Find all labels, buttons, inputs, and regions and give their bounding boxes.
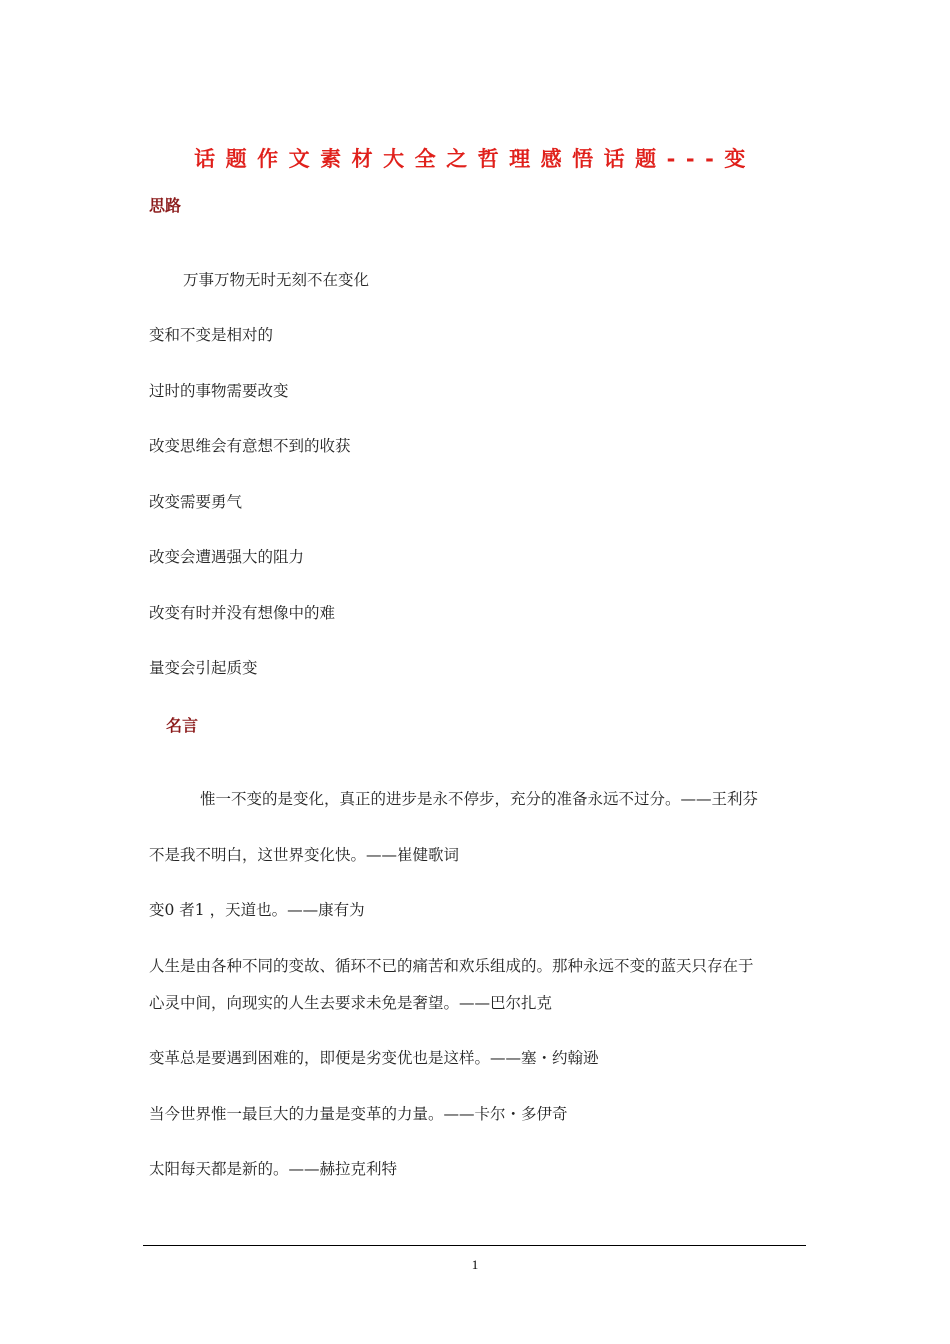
quote-item: 太阳每天都是新的。——赫拉克利特 — [149, 1160, 398, 1178]
silu-item: 量变会引起质变 — [149, 659, 258, 677]
silu-item: 改变会遭遇强大的阻力 — [149, 548, 305, 566]
silu-item: 改变有时并没有想像中的难 — [149, 604, 336, 622]
section-heading-silu: 思路 — [149, 196, 182, 215]
footer-divider — [143, 1245, 806, 1246]
silu-item: 改变思维会有意想不到的收获 — [149, 437, 351, 455]
page-number: 1 — [471, 1257, 479, 1272]
silu-item: 变和不变是相对的 — [149, 326, 274, 344]
quote-item: 不是我不明白，这世界变化快。——崔健歌词 — [149, 846, 460, 864]
quote-item-continuation: 心灵中间，向现实的人生去要求未免是奢望。——巴尔扎克 — [149, 994, 553, 1012]
quote-item: 惟一不变的是变化，真正的进步是永不停步，充分的准备永远不过分。——王利芬 — [200, 790, 759, 808]
quote-item: 人生是由各种不同的变故、循环不已的痛苦和欢乐组成的。那种永远不变的蓝天只存在于 — [149, 957, 754, 975]
quote-item: 变革总是要遇到困难的，即便是劣变优也是这样。——塞・约翰逊 — [149, 1049, 599, 1067]
section-heading-mingyan: 名言 — [166, 716, 199, 735]
silu-item: 过时的事物需要改变 — [149, 382, 289, 400]
quote-item: 变0 者1 ，天道也。——康有为 — [149, 901, 365, 919]
silu-item: 万事万物无时无刻不在变化 — [183, 271, 370, 289]
silu-item: 改变需要勇气 — [149, 493, 243, 511]
quote-item: 当今世界惟一最巨大的力量是变革的力量。——卡尔・多伊奇 — [149, 1105, 568, 1123]
document-title: 话题作文素材大全之哲理感悟话题---变 — [194, 147, 756, 171]
